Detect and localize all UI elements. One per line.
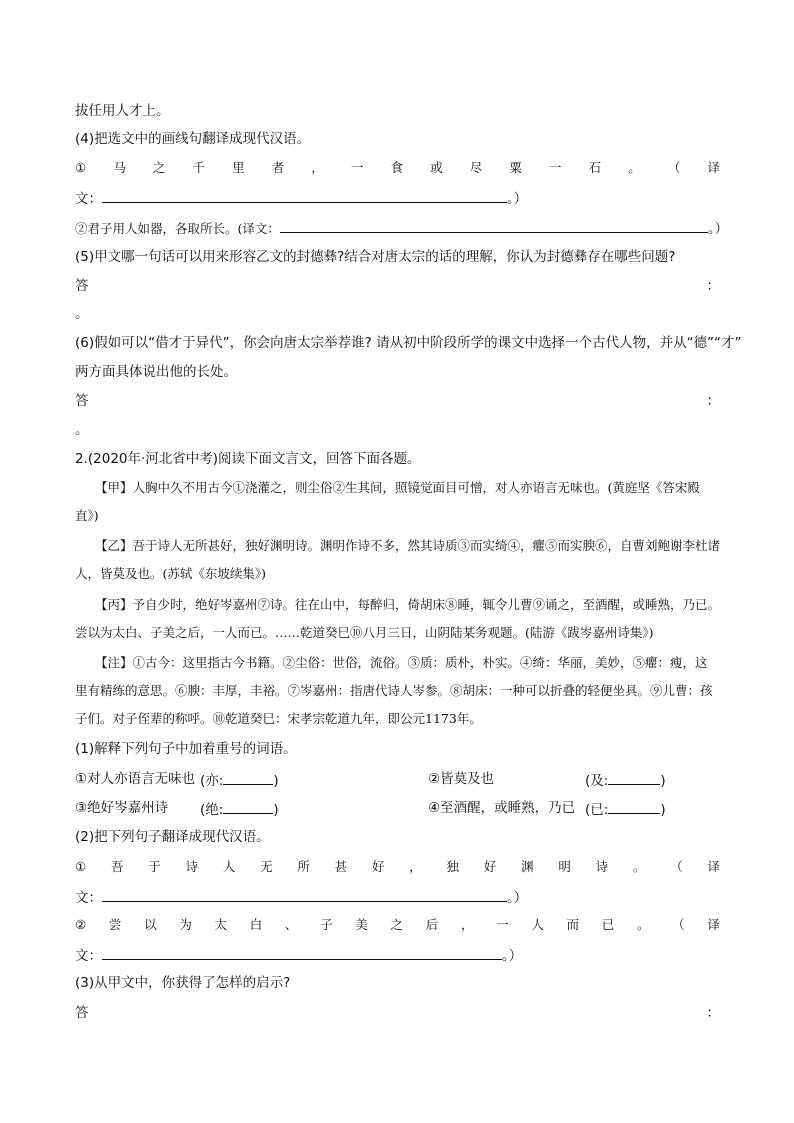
sentence-char: 、 (284, 917, 298, 932)
answer-blank[interactable] (608, 799, 660, 814)
sentence-char: ， (409, 859, 422, 874)
sentence-char: 粟 (509, 160, 522, 175)
sentence-char: 所 (297, 859, 310, 874)
vocab-answer-1: (亦: ) (200, 770, 279, 790)
sentence-char: 者 (271, 160, 285, 175)
answer-end-6: 。 (75, 422, 89, 438)
translation-answer-1: 文： 。） (75, 887, 720, 907)
notes-line-2: 里有精练的意思。⑥腴：丰厚，丰裕。⑦岑嘉州：指唐代诗人岑参。⑧胡床：一种可以折叠的轻便坐具。⑨儿曹：孩 (75, 683, 713, 698)
sentence-char: 好 (483, 859, 497, 874)
passage-bing-line-1: 【丙】予自少时，绝好岑嘉州⑦诗。往在山中，每醉归，倚胡床⑧睡，辄令儿曹⑨诵之，至酒醒，或睡熟，乃已。 (95, 597, 721, 612)
sentence-char: 里 (232, 160, 245, 175)
subquestion-2-title: (2)把下列句子翻译成现代汉语。 (75, 829, 270, 845)
question-4-translation-1: 文： 。） (75, 188, 720, 208)
passage-bing-line-2: 尝以为太白、子美之后，一人而已。……乾道癸巳⑩八月三日，山阴陆某务观题。(陆游《跋岑嘉州诗集》) (75, 625, 654, 640)
vocab-item-1: ①对人亦语言无味也 (75, 771, 196, 787)
sentence-char: ， (460, 917, 474, 932)
passage-jia-line-2: 直》) (75, 508, 99, 523)
sentence-char: 之 (390, 917, 404, 932)
sentence-char: 食 (390, 160, 404, 175)
sentence-char: 人 (531, 917, 544, 932)
sentence-char: 马 (113, 160, 126, 175)
answer-blank[interactable] (102, 188, 507, 203)
answer-line-6[interactable]: 答 ： (75, 393, 720, 409)
notes-line-3: 子们。对子侄辈的称呼。⑩乾道癸巳：宋孝宗乾道九年，即公元1173年。 (75, 711, 482, 726)
sentence-char: 以 (144, 917, 157, 932)
question-6-line-1: (6)假如可以“借才于异代”，你会向唐太宗举荐谁? 请从初中阶段所学的课文中选择一个古代人物，并从“德”“才” (75, 335, 742, 351)
sentence-char: 译 (707, 160, 720, 175)
answer-blank[interactable] (223, 770, 273, 785)
sentence-char: 独 (446, 859, 460, 874)
vocab-answer-4: (已: ) (585, 799, 666, 819)
translation-sentence-2 (75, 916, 720, 934)
sentence-char: 白 (249, 917, 263, 932)
continuation-line: 拔任用人才上。 (75, 103, 170, 119)
answer-line-s3[interactable]: 答 ： (75, 1005, 720, 1021)
sentence-char: 为 (179, 917, 192, 932)
sentence-char: 而 (566, 917, 580, 932)
question-2-title: 2.(2020年·河北省中考)阅读下面文言文，回答下面各题。 (75, 451, 421, 467)
sentence-char: 译 (707, 859, 720, 874)
sentence-char: 诗 (595, 859, 609, 874)
sentence-char: 一 (549, 160, 562, 175)
translation-sentence-1 (75, 858, 720, 876)
sentence-char: 或 (430, 160, 443, 175)
question-6-line-2: 两方面具体说出他的长处。 (75, 364, 237, 380)
sentence-char: （ (667, 160, 681, 175)
sentence-char: 。 (632, 859, 646, 874)
sentence-char: （ (670, 859, 683, 874)
vocab-answer-2: (及: ) (585, 770, 666, 790)
sentence-char: 尝 (108, 917, 122, 932)
answer-blank[interactable] (608, 770, 660, 785)
sentence-char: 明 (558, 859, 571, 874)
answer-blank[interactable] (223, 799, 273, 814)
sentence-char: 之 (152, 160, 166, 175)
sentence-char: ① (75, 859, 87, 874)
sentence-char: 美 (355, 917, 368, 932)
vocab-item-3: ③绝好岑嘉州诗 (75, 800, 169, 816)
notes-line-1: 【注】①古今：这里指古今书籍。②尘俗：世俗，流俗。③质：质朴，朴实。④绮：华丽，美妙，⑤癯：瘦，这 (95, 655, 708, 670)
passage-yi-line-1: 【乙】吾于诗人无所甚好，独好渊明诗。渊明作诗不多，然其诗质③而实绮④，癯⑤而实腴⑥，自曹刘鲍谢李杜诸 (95, 538, 721, 553)
sentence-char: ① (75, 160, 87, 175)
sentence-char: 甚 (334, 859, 348, 874)
sentence-char: 人 (222, 859, 236, 874)
sentence-char: 吾 (110, 859, 124, 874)
subquestion-3-title: (3)从甲文中，你获得了怎样的启示? (75, 975, 291, 991)
question-4-title: (4)把选文中的画线句翻译成现代汉语。 (75, 131, 311, 147)
vocab-item-4: ④至酒醒，或睡熟，乃已 (428, 800, 576, 816)
sentence-char: 一 (350, 160, 364, 175)
sentence-char: 太 (214, 917, 228, 932)
sentence-char: 诗 (185, 859, 199, 874)
answer-end-5: 。 (75, 306, 89, 322)
sentence-char: 后 (425, 917, 439, 932)
vocab-answer-3: (绝: ) (200, 799, 279, 819)
answer-blank[interactable] (280, 218, 708, 233)
sentence-char: 无 (260, 859, 273, 874)
answer-line-5[interactable]: 答 ： (75, 278, 720, 294)
sentence-char: （ (672, 917, 685, 932)
sentence-char: 于 (148, 859, 161, 874)
passage-yi-line-2: 人，皆莫及也。(苏轼《东坡续集》) (75, 566, 267, 581)
question-4-sentence-2: ②君子用人如器，各取所长。(译文： 。） (75, 218, 720, 238)
question-4-sentence-1 (75, 159, 720, 177)
sentence-char: 好 (371, 859, 385, 874)
subquestion-1-title: (1)解释下列句子中加着重号的词语。 (75, 741, 297, 757)
sentence-char: 石 (588, 160, 602, 175)
sentence-char: 尽 (469, 160, 483, 175)
translation-answer-2: 文： 。） (75, 945, 720, 965)
sentence-char: 。 (636, 917, 650, 932)
sentence-char: 一 (496, 917, 509, 932)
sentence-char: 。 (628, 160, 641, 175)
answer-blank[interactable] (102, 945, 502, 960)
sentence-char: 译 (707, 917, 720, 932)
vocab-item-2: ②皆莫及也 (428, 771, 495, 787)
sentence-char: ， (311, 160, 324, 175)
sentence-char: 千 (192, 160, 206, 175)
sentence-char: 渊 (521, 859, 534, 874)
answer-blank[interactable] (102, 887, 507, 902)
sentence-char: 已 (601, 917, 615, 932)
sentence-char: 子 (320, 917, 333, 932)
passage-jia-line-1: 【甲】人胸中久不用古今①浇灌之，则尘俗②生其间，照镜觉面目可憎，对人亦语言无味也。(黄庭坚《答宋殿 (95, 480, 700, 495)
sentence-char: ② (75, 917, 87, 932)
question-5: (5)甲文哪一句话可以用来形容乙文的封德彝?结合对唐太宗的话的理解，你认为封德彝存在哪些问题? (75, 249, 676, 265)
